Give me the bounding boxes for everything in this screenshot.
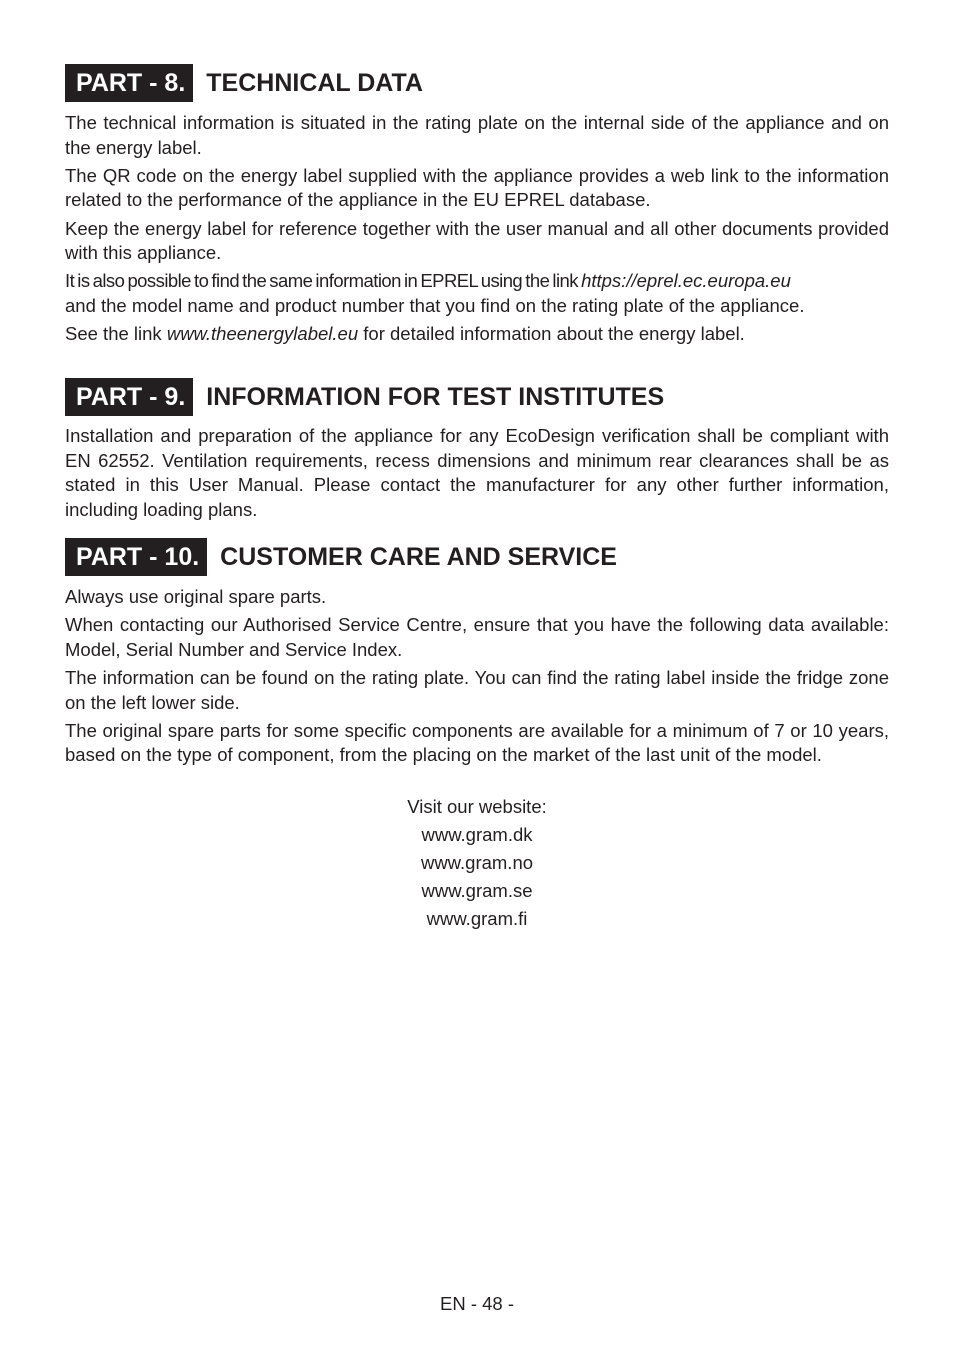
part8-paragraph-4 [65,269,889,318]
part8-body [65,111,889,347]
website-block [0,793,954,933]
part10-title: CUSTOMER CARE AND SERVICE [220,542,617,571]
part10-body [65,585,889,768]
part8-title: TECHNICAL DATA [206,68,423,97]
eprel-link[interactable]: https://eprel.ec.europa.eu [581,270,791,292]
part8-paragraph-5-end: for detailed information about the energy label. [358,323,745,345]
part8-paragraph-3: Keep the energy label for reference together with the user manual and all other documents provided with this appliance. [65,217,889,264]
part9-title: INFORMATION FOR TEST INSTITUTES [206,382,665,411]
part10-paragraph-1: Always use original spare parts. [65,586,327,607]
part9-heading [65,378,664,416]
energylabel-link[interactable]: www.theenergylabel.eu [166,323,359,345]
part8-heading [65,64,423,102]
page-number: EN - 48 - [439,1293,515,1314]
part9-tag: PART - 9. [65,378,193,416]
part10-paragraph-3: The information can be found on the rating plate. You can find the rating label inside the fridge zone on the left lower side. [65,666,889,713]
website-link-fi[interactable]: www.gram.fi [426,908,528,929]
part9-paragraph-1: Installation and preparation of the appliance for any EcoDesign verification shall be compliant with EN 62552. Ventilation requirements, recess dimensions and minimum rear clearances shall be as stated in this User Manual. Please contact the manufacturer for any other further information, including loading plans. [65,425,889,520]
website-link-dk[interactable]: www.gram.dk [421,824,533,845]
part10-tag: PART - 10. [65,538,207,576]
part9-body [65,424,889,522]
part8-paragraph-5-text: See the link [65,323,167,345]
website-link-se[interactable]: www.gram.se [421,880,533,901]
part8-tag: PART - 8. [65,64,193,102]
part8-paragraph-4-text: It is also possible to find the same information in EPREL using the link [65,270,582,292]
part8-paragraph-5 [65,322,889,347]
part8-paragraph-4-continued: and the model name and product number that you find on the rating plate of the appliance. [65,294,805,316]
part10-heading [65,538,617,576]
part8-paragraph-1: The technical information is situated in the rating plate on the internal side of the appliance and on the energy label. [65,112,889,158]
part8-paragraph-2: The QR code on the energy label supplied with the appliance provides a web link to the information related to the performance of the appliance in the EU EPREL database. [65,164,889,211]
part10-paragraph-4: The original spare parts for some specific components are available for a minimum of 7 or 10 years, based on the type of component, from the placing on the market of the last unit of the model. [65,719,889,766]
part10-paragraph-2: When contacting our Authorised Service Centre, ensure that you have the following data available: Model, Serial Number and Service Index. [65,614,889,660]
website-heading: Visit our website: [407,796,547,817]
website-link-no[interactable]: www.gram.no [420,852,534,873]
